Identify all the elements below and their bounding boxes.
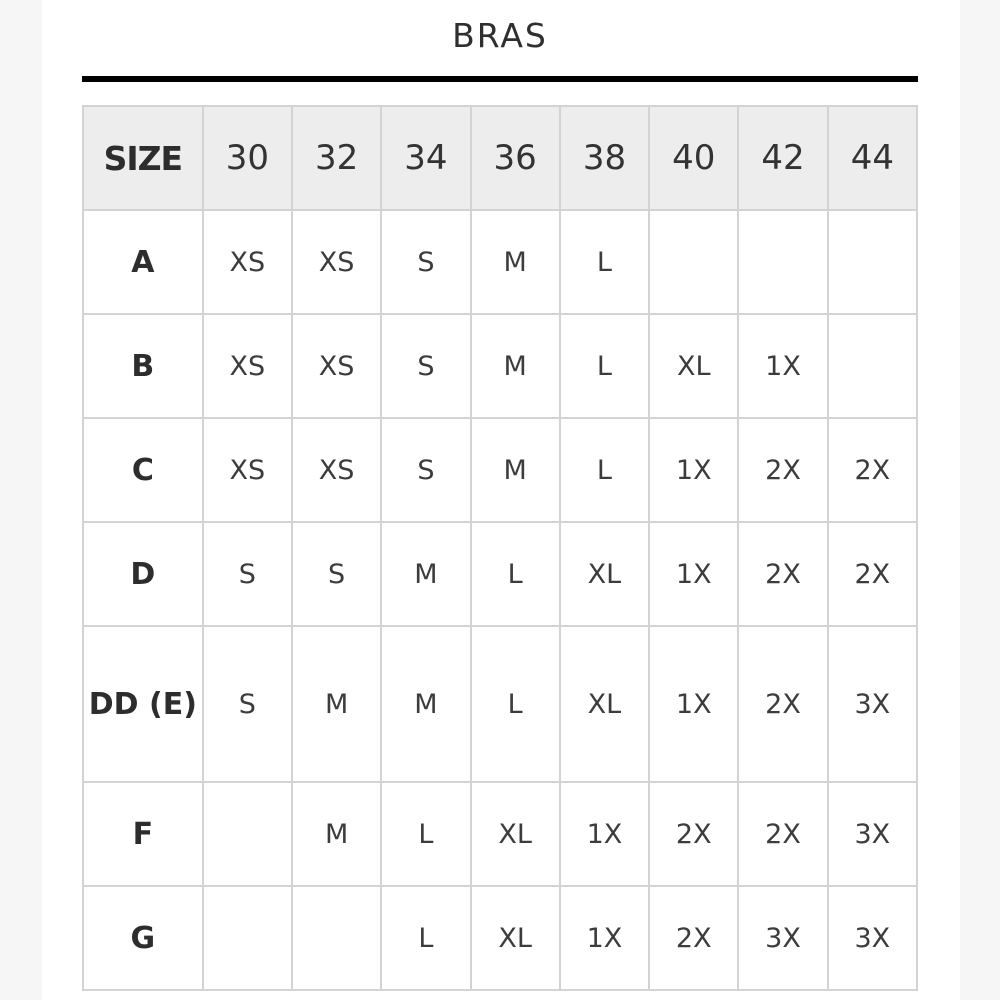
table-row bbox=[83, 418, 917, 522]
size-cell: L bbox=[381, 782, 470, 886]
size-cell: XS bbox=[203, 418, 292, 522]
size-cell: 2X bbox=[738, 418, 827, 522]
size-cell: 2X bbox=[738, 522, 827, 626]
table-row bbox=[83, 210, 917, 314]
size-cell: XL bbox=[560, 522, 649, 626]
size-cell: 2X bbox=[649, 782, 738, 886]
header-row bbox=[83, 106, 917, 210]
size-cell: 2X bbox=[828, 522, 917, 626]
size-cell: 2X bbox=[738, 626, 827, 782]
size-cell: L bbox=[560, 314, 649, 418]
page-title: BRAS bbox=[452, 16, 548, 55]
size-cell: 2X bbox=[649, 886, 738, 990]
size-cell: 3X bbox=[738, 886, 827, 990]
cup-size-label: DD (E) bbox=[83, 626, 203, 782]
size-cell: XS bbox=[292, 418, 381, 522]
size-cell: XS bbox=[292, 314, 381, 418]
size-cell: 1X bbox=[560, 886, 649, 990]
size-cell: S bbox=[203, 626, 292, 782]
size-cell: L bbox=[471, 626, 560, 782]
size-column-header: SIZE bbox=[83, 106, 203, 210]
size-cell: M bbox=[471, 418, 560, 522]
table-row bbox=[83, 626, 917, 782]
size-chart-table bbox=[82, 105, 918, 991]
table-row bbox=[83, 782, 917, 886]
size-cell: S bbox=[203, 522, 292, 626]
size-cell: L bbox=[560, 210, 649, 314]
size-cell: M bbox=[292, 782, 381, 886]
size-cell: 1X bbox=[649, 418, 738, 522]
size-cell: XS bbox=[203, 210, 292, 314]
table-body bbox=[83, 210, 917, 990]
size-cell bbox=[292, 886, 381, 990]
size-cell bbox=[738, 210, 827, 314]
cup-size-label: D bbox=[83, 522, 203, 626]
band-size-header: 36 bbox=[471, 106, 560, 210]
cup-size-label: C bbox=[83, 418, 203, 522]
size-chart-container[interactable] bbox=[82, 105, 918, 1000]
size-cell: 1X bbox=[738, 314, 827, 418]
size-cell: 3X bbox=[828, 886, 917, 990]
size-cell: M bbox=[471, 210, 560, 314]
size-cell bbox=[203, 886, 292, 990]
size-cell: 1X bbox=[649, 522, 738, 626]
size-cell: S bbox=[292, 522, 381, 626]
size-cell: S bbox=[381, 210, 470, 314]
band-size-header: 32 bbox=[292, 106, 381, 210]
band-size-header: 44 bbox=[828, 106, 917, 210]
size-cell: S bbox=[381, 314, 470, 418]
size-cell: 1X bbox=[560, 782, 649, 886]
size-cell bbox=[203, 782, 292, 886]
size-cell: 3X bbox=[828, 782, 917, 886]
table-row bbox=[83, 522, 917, 626]
size-cell: XL bbox=[471, 886, 560, 990]
band-size-header: 38 bbox=[560, 106, 649, 210]
size-cell bbox=[828, 314, 917, 418]
size-cell: L bbox=[471, 522, 560, 626]
size-cell: L bbox=[560, 418, 649, 522]
table-row bbox=[83, 314, 917, 418]
size-cell: M bbox=[381, 522, 470, 626]
size-cell: M bbox=[292, 626, 381, 782]
table-row bbox=[83, 886, 917, 990]
band-size-header: 30 bbox=[203, 106, 292, 210]
size-cell bbox=[649, 210, 738, 314]
cup-size-label: B bbox=[83, 314, 203, 418]
size-cell: XS bbox=[292, 210, 381, 314]
cup-size-label: G bbox=[83, 886, 203, 990]
size-cell: 3X bbox=[828, 626, 917, 782]
size-cell: XL bbox=[471, 782, 560, 886]
size-cell: 2X bbox=[828, 418, 917, 522]
size-cell: XL bbox=[649, 314, 738, 418]
size-cell: M bbox=[381, 626, 470, 782]
size-cell: XS bbox=[203, 314, 292, 418]
size-cell: 1X bbox=[649, 626, 738, 782]
band-size-header: 42 bbox=[738, 106, 827, 210]
title-divider bbox=[82, 76, 918, 82]
size-cell: XL bbox=[560, 626, 649, 782]
size-cell: 2X bbox=[738, 782, 827, 886]
size-cell: S bbox=[381, 418, 470, 522]
size-cell bbox=[828, 210, 917, 314]
band-size-header: 40 bbox=[649, 106, 738, 210]
size-cell: L bbox=[381, 886, 470, 990]
cup-size-label: F bbox=[83, 782, 203, 886]
cup-size-label: A bbox=[83, 210, 203, 314]
band-size-header: 34 bbox=[381, 106, 470, 210]
size-cell: M bbox=[471, 314, 560, 418]
